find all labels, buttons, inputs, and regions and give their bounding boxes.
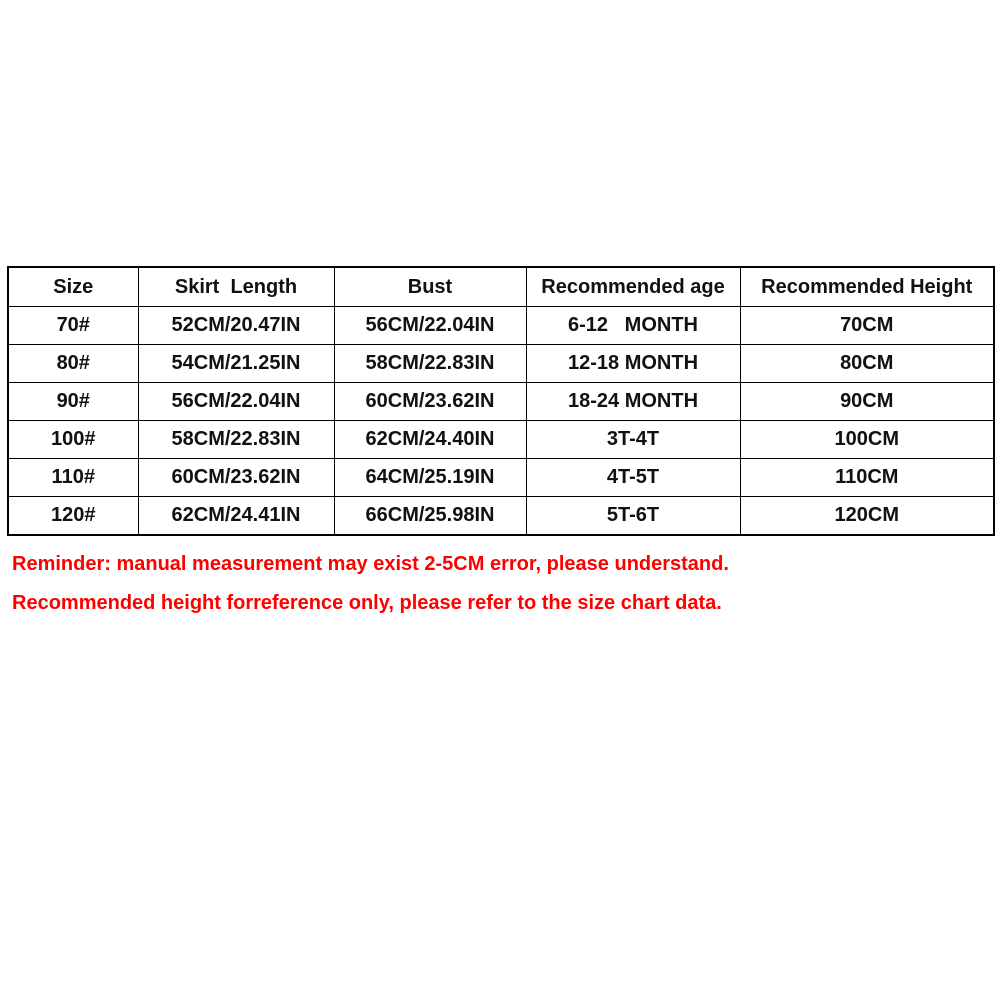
cell-size: 70# [8,307,138,345]
table-row [8,383,994,421]
cell-skirt-length: 62CM/24.41IN [138,497,334,536]
cell-recommended-age: 3T-4T [526,421,740,459]
cell-recommended-height: 100CM [740,421,994,459]
cell-recommended-height: 90CM [740,383,994,421]
cell-recommended-age: 12-18 MONTH [526,345,740,383]
cell-skirt-length: 52CM/20.47IN [138,307,334,345]
header-bust: Bust [334,267,526,307]
size-chart-table [7,266,995,536]
cell-recommended-height: 120CM [740,497,994,536]
cell-skirt-length: 54CM/21.25IN [138,345,334,383]
height-reference-note: Recommended height forreference only, please refer to the size chart data. [12,592,722,614]
cell-size: 90# [8,383,138,421]
table-row [8,421,994,459]
cell-recommended-height: 80CM [740,345,994,383]
cell-bust: 58CM/22.83IN [334,345,526,383]
header-recommended-height: Recommended Height [740,267,994,307]
table-row [8,307,994,345]
cell-recommended-age: 4T-5T [526,459,740,497]
cell-skirt-length: 58CM/22.83IN [138,421,334,459]
cell-bust: 56CM/22.04IN [334,307,526,345]
cell-bust: 62CM/24.40IN [334,421,526,459]
table-header-row [8,267,994,307]
reminder-note: Reminder: manual measurement may exist 2-5CM error, please understand. [12,553,729,575]
cell-size: 110# [8,459,138,497]
header-recommended-age: Recommended age [526,267,740,307]
header-skirt-length: Skirt Length [138,267,334,307]
cell-recommended-age: 6-12 MONTH [526,307,740,345]
cell-recommended-age: 18-24 MONTH [526,383,740,421]
cell-skirt-length: 60CM/23.62IN [138,459,334,497]
cell-bust: 64CM/25.19IN [334,459,526,497]
cell-recommended-height: 70CM [740,307,994,345]
cell-size: 100# [8,421,138,459]
cell-recommended-age: 5T-6T [526,497,740,536]
table-row [8,497,994,536]
table-row [8,459,994,497]
cell-skirt-length: 56CM/22.04IN [138,383,334,421]
header-size: Size [8,267,138,307]
cell-size: 120# [8,497,138,536]
table-row [8,345,994,383]
cell-bust: 66CM/25.98IN [334,497,526,536]
cell-size: 80# [8,345,138,383]
cell-recommended-height: 110CM [740,459,994,497]
cell-bust: 60CM/23.62IN [334,383,526,421]
